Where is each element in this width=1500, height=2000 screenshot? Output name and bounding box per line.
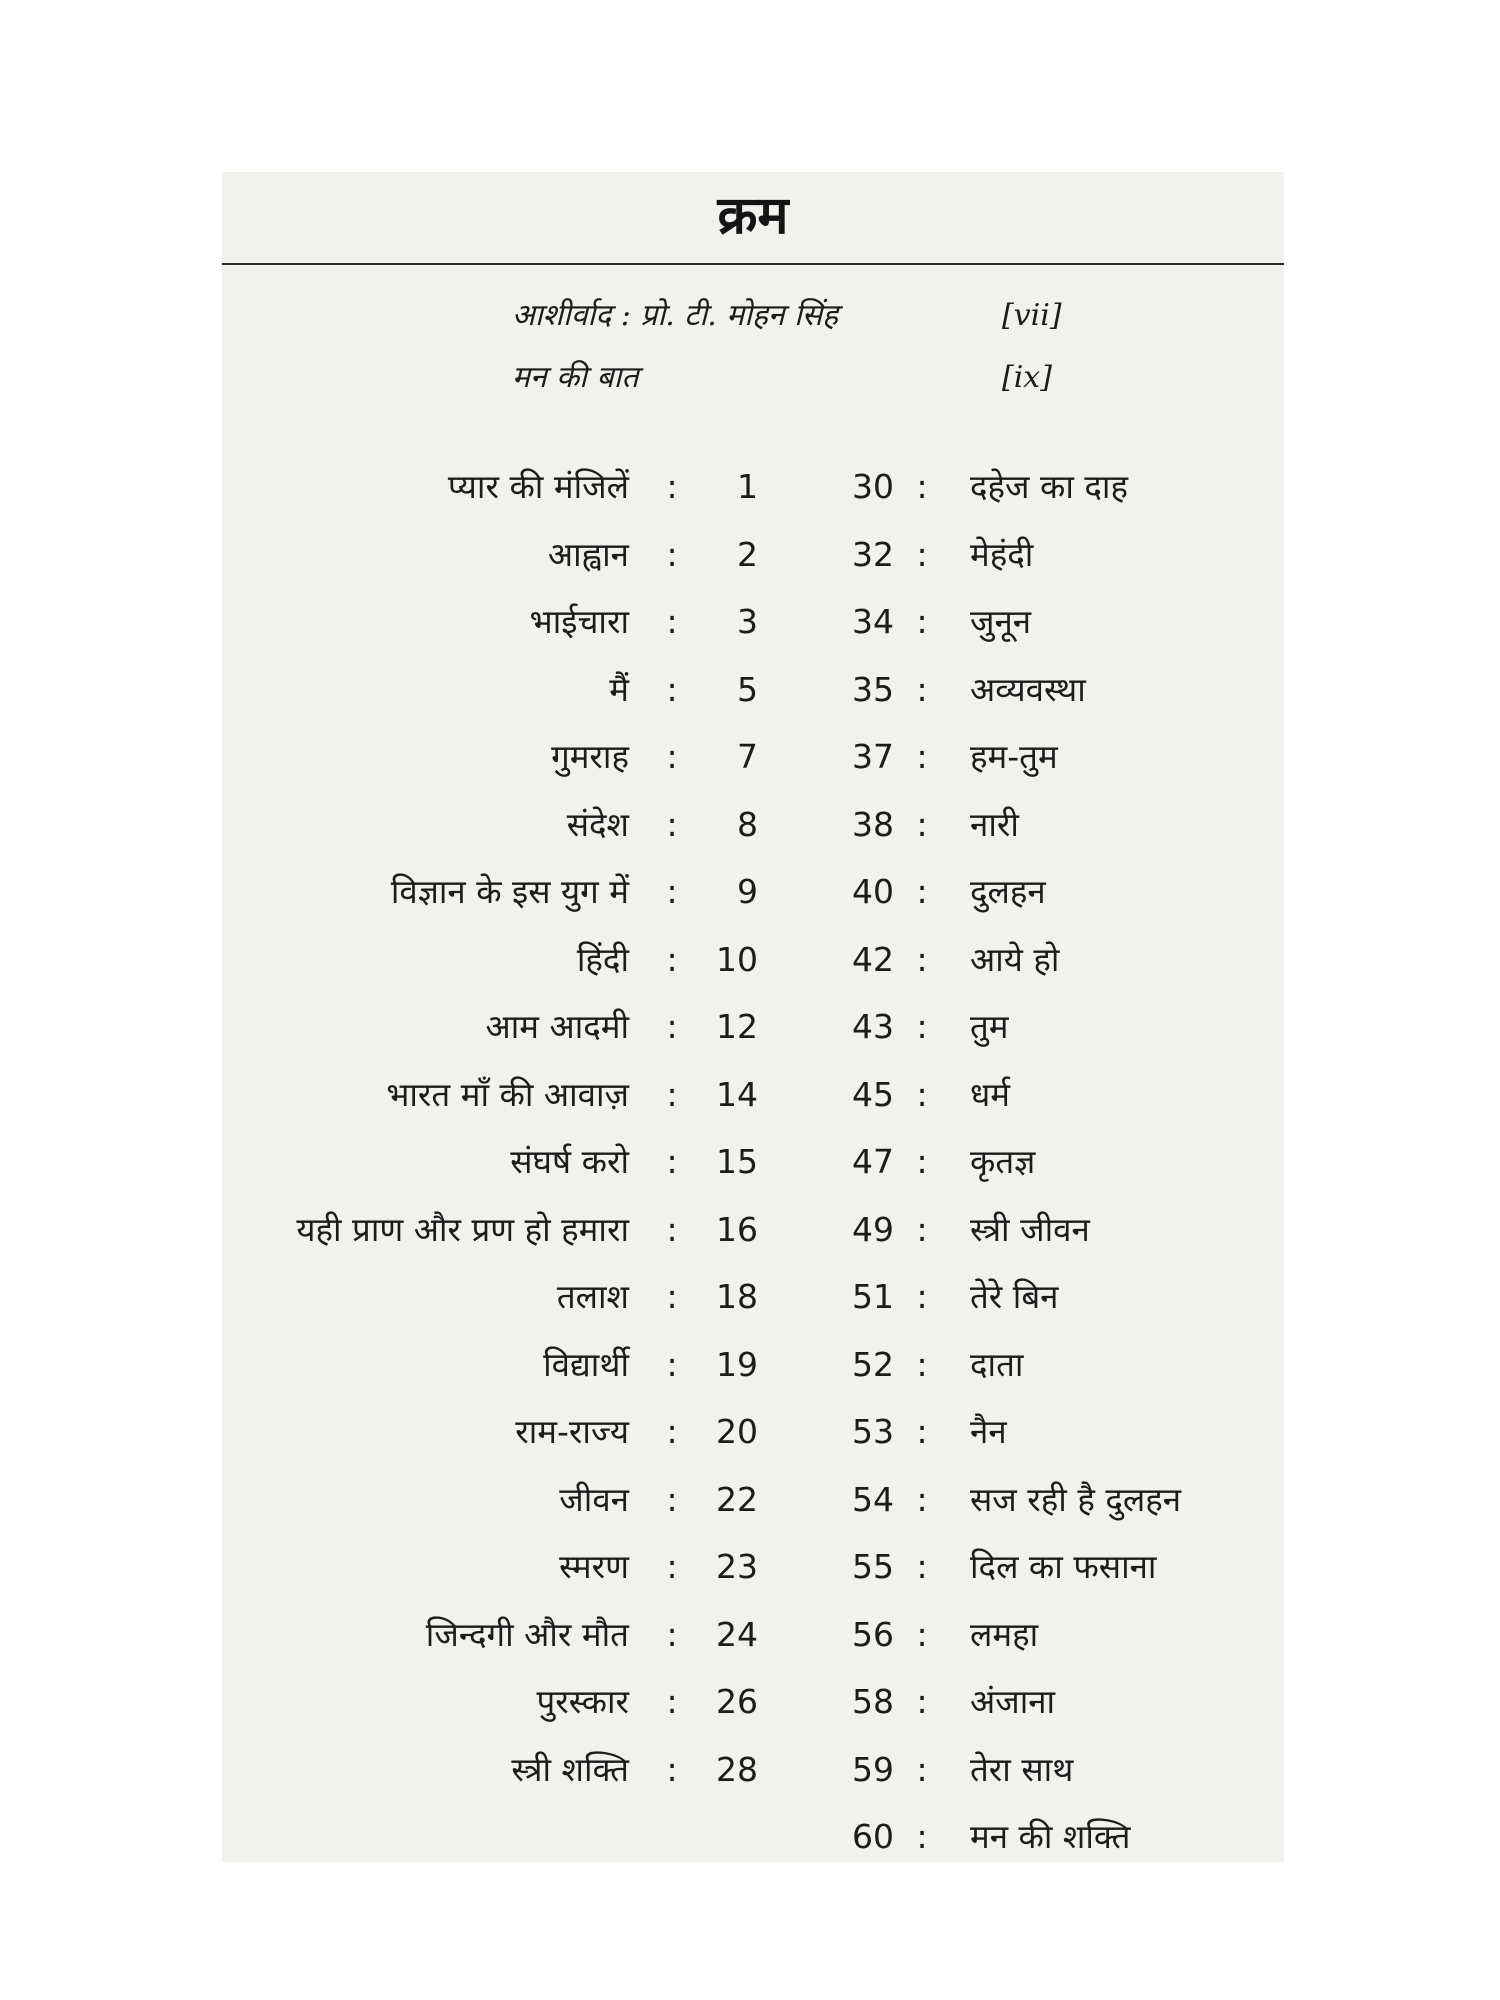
toc-entry-title: हिंदी: [576, 939, 629, 979]
toc-separator: :: [666, 602, 678, 641]
toc-separator: :: [916, 939, 928, 979]
toc-entry-title: यही प्राण और प्रण हो हमारा: [296, 1209, 629, 1249]
toc-separator: :: [916, 872, 928, 911]
toc-entry-title: प्यार की मंजिलें: [447, 467, 629, 506]
toc-separator: :: [916, 1142, 928, 1181]
toc-entry-title: तलाश: [556, 1277, 629, 1316]
toc-row: [222, 1533, 1284, 1600]
toc-separator: :: [916, 534, 928, 574]
toc-entry-page: 30: [852, 467, 894, 506]
toc-entry-title: मैं: [609, 669, 629, 709]
toc-entry-title: दाता: [970, 1344, 1024, 1384]
toc-entry-page: 38: [852, 804, 894, 844]
toc-entry-title: संघर्ष करो: [510, 1142, 629, 1181]
toc-entry-title: तेरे बिन: [970, 1277, 1059, 1316]
toc-entry-title: आये हो: [970, 939, 1060, 979]
toc-entry-title: मन की शक्ति: [970, 1817, 1131, 1856]
toc-separator: :: [916, 804, 928, 844]
toc-entry-page: 49: [852, 1209, 894, 1249]
toc-separator: :: [666, 1479, 678, 1519]
toc-separator: :: [666, 1074, 678, 1114]
toc-entry-title: पुरस्कार: [536, 1682, 629, 1721]
toc-entry-title: लमहा: [970, 1614, 1039, 1654]
toc-row: [222, 656, 1284, 723]
book-page: [222, 172, 1284, 1862]
toc-entry-title: हम-तुम: [970, 737, 1058, 776]
toc-entry-title: जीवन: [559, 1479, 629, 1519]
toc-entry-page: 9: [737, 872, 758, 911]
toc-entry-page: 5: [737, 669, 758, 709]
toc-entry-page: 59: [852, 1749, 894, 1789]
toc-entry-title: राम-राज्य: [515, 1412, 629, 1451]
toc-row: [222, 1803, 1284, 1870]
toc-entry-title: विज्ञान के इस युग में: [390, 872, 629, 911]
toc-entry-page: 20: [716, 1412, 758, 1451]
toc-separator: :: [666, 737, 678, 776]
toc-entry-page: 1: [737, 467, 758, 506]
toc-separator: :: [916, 1614, 928, 1654]
toc-row: [222, 453, 1284, 520]
toc-separator: :: [916, 1007, 928, 1046]
toc-separator: :: [666, 939, 678, 979]
toc-entry-page: 54: [852, 1479, 894, 1519]
toc-separator: :: [916, 1479, 928, 1519]
toc-entry-page: 53: [852, 1412, 894, 1451]
toc-entry-title: दुलहन: [970, 872, 1046, 911]
toc-row: [222, 926, 1284, 993]
toc-entry-title: गुमराह: [551, 737, 629, 776]
toc-separator: :: [666, 1749, 678, 1789]
front-matter-author-note: [512, 358, 638, 398]
front-matter-blessing: [512, 296, 838, 336]
toc-entry-page: 26: [716, 1682, 758, 1721]
front-matter-title: आशीर्वाद : प्रो. टी. मोहन सिंह: [512, 298, 839, 333]
toc-separator: :: [916, 1817, 928, 1856]
toc-entry-title: नारी: [970, 804, 1019, 844]
toc-row: [222, 1331, 1284, 1398]
toc-entry-page: 3: [737, 602, 758, 641]
front-matter-title: मन की बात: [512, 360, 639, 395]
toc-separator: :: [666, 872, 678, 911]
toc-row: [222, 1466, 1284, 1533]
toc-entry-page: 35: [852, 669, 894, 709]
toc-entry-page: 32: [852, 534, 894, 574]
toc-entry-page: 22: [716, 1479, 758, 1519]
toc-separator: :: [916, 602, 928, 641]
toc-entry-page: 10: [716, 939, 758, 979]
toc-entry-title: स्त्री शक्ति: [511, 1749, 629, 1789]
toc-entry-page: 47: [852, 1142, 894, 1181]
toc-separator: :: [666, 804, 678, 844]
toc-entry-title: धर्म: [970, 1074, 1011, 1114]
toc-separator: :: [666, 1277, 678, 1316]
toc-entry-title: आह्वान: [547, 534, 629, 574]
toc-entry-title: जिन्दगी और मौत: [425, 1614, 629, 1654]
toc-entry-page: 28: [716, 1749, 758, 1789]
toc-row: [222, 1398, 1284, 1465]
toc-row: [222, 723, 1284, 790]
toc-entry-page: 52: [852, 1344, 894, 1384]
toc-entry-page: 12: [716, 1007, 758, 1046]
toc-entry-title: स्मरण: [559, 1547, 629, 1586]
front-matter-page: [vii]: [1002, 298, 1062, 333]
toc-entry-page: 34: [852, 602, 894, 641]
toc-separator: :: [666, 1547, 678, 1586]
toc-entry-title: अव्यवस्था: [970, 669, 1086, 709]
toc-separator: :: [916, 1074, 928, 1114]
toc-entry-title: कृतज्ञ: [970, 1142, 1036, 1181]
toc-separator: :: [666, 1007, 678, 1046]
toc-row: [222, 858, 1284, 925]
toc-separator: :: [916, 1412, 928, 1451]
toc-entry-title: नैन: [970, 1412, 1007, 1451]
toc-entry-title: तेरा साथ: [970, 1749, 1074, 1789]
toc-entry-page: 18: [716, 1277, 758, 1316]
toc-entry-title: भाईचारा: [529, 602, 629, 641]
toc-entry-page: 16: [716, 1209, 758, 1249]
toc-entry-page: 42: [852, 939, 894, 979]
toc-separator: :: [916, 1277, 928, 1316]
toc-entry-title: संदेश: [566, 804, 629, 844]
toc-entry-page: 14: [716, 1074, 758, 1114]
toc-separator: :: [666, 534, 678, 574]
toc-entry-title: दिल का फसाना: [970, 1547, 1157, 1586]
title-divider: [222, 263, 1284, 265]
toc-row: [222, 791, 1284, 858]
page-title: क्रम: [717, 186, 789, 246]
toc-separator: :: [916, 1344, 928, 1384]
toc-row: [222, 1263, 1284, 1330]
toc-separator: :: [666, 1682, 678, 1721]
toc-row: [222, 1061, 1284, 1128]
toc-entry-page: 7: [737, 737, 758, 776]
toc-separator: :: [916, 1682, 928, 1721]
toc-entry-title: जुनून: [970, 602, 1032, 641]
toc-entry-page: 37: [852, 737, 894, 776]
toc-entry-title: तुम: [970, 1007, 1009, 1046]
front-matter-page: [ix]: [1002, 360, 1052, 395]
toc-entry-title: दहेज का दाह: [970, 467, 1128, 506]
toc-entry-page: 24: [716, 1614, 758, 1654]
toc-row: [222, 1128, 1284, 1195]
toc-entry-title: सज रही है दुलहन: [970, 1479, 1182, 1519]
toc-entry-title: मेहंदी: [970, 534, 1034, 574]
toc-entry-page: 56: [852, 1614, 894, 1654]
toc-separator: :: [666, 1614, 678, 1654]
toc-separator: :: [916, 467, 928, 506]
toc-row: [222, 1668, 1284, 1735]
toc-entry-page: 55: [852, 1547, 894, 1586]
toc-entry-page: 23: [716, 1547, 758, 1586]
toc-entry-page: 51: [852, 1277, 894, 1316]
toc-separator: :: [666, 1142, 678, 1181]
toc-entry-page: 15: [716, 1142, 758, 1181]
toc-separator: :: [666, 1344, 678, 1384]
toc-separator: :: [916, 1547, 928, 1586]
toc-separator: :: [916, 737, 928, 776]
toc-separator: :: [916, 1209, 928, 1249]
toc-separator: :: [666, 1209, 678, 1249]
toc-entry-page: 60: [852, 1817, 894, 1856]
toc-row: [222, 521, 1284, 588]
toc-entry-page: 58: [852, 1682, 894, 1721]
toc-entry-title: विद्यार्थी: [543, 1344, 629, 1384]
toc-row: [222, 993, 1284, 1060]
toc-entry-title: आम आदमी: [485, 1007, 629, 1046]
toc-entry-title: अंजाना: [970, 1682, 1056, 1721]
toc-entry-page: 8: [737, 804, 758, 844]
toc-row: [222, 1601, 1284, 1668]
toc-entry-page: 40: [852, 872, 894, 911]
toc-entry-page: 2: [737, 534, 758, 574]
toc-row: [222, 1196, 1284, 1263]
toc-entry-page: 19: [716, 1344, 758, 1384]
toc-separator: :: [666, 669, 678, 709]
toc-separator: :: [916, 1749, 928, 1789]
toc-entry-page: 43: [852, 1007, 894, 1046]
toc-row: [222, 588, 1284, 655]
toc-entry-page: 45: [852, 1074, 894, 1114]
toc-row: [222, 1736, 1284, 1803]
toc-entry-title: भारत माँ की आवाज़: [386, 1074, 629, 1114]
toc-entry-title: स्त्री जीवन: [970, 1209, 1090, 1249]
toc-separator: :: [666, 1412, 678, 1451]
toc-separator: :: [916, 669, 928, 709]
toc-separator: :: [666, 467, 678, 506]
